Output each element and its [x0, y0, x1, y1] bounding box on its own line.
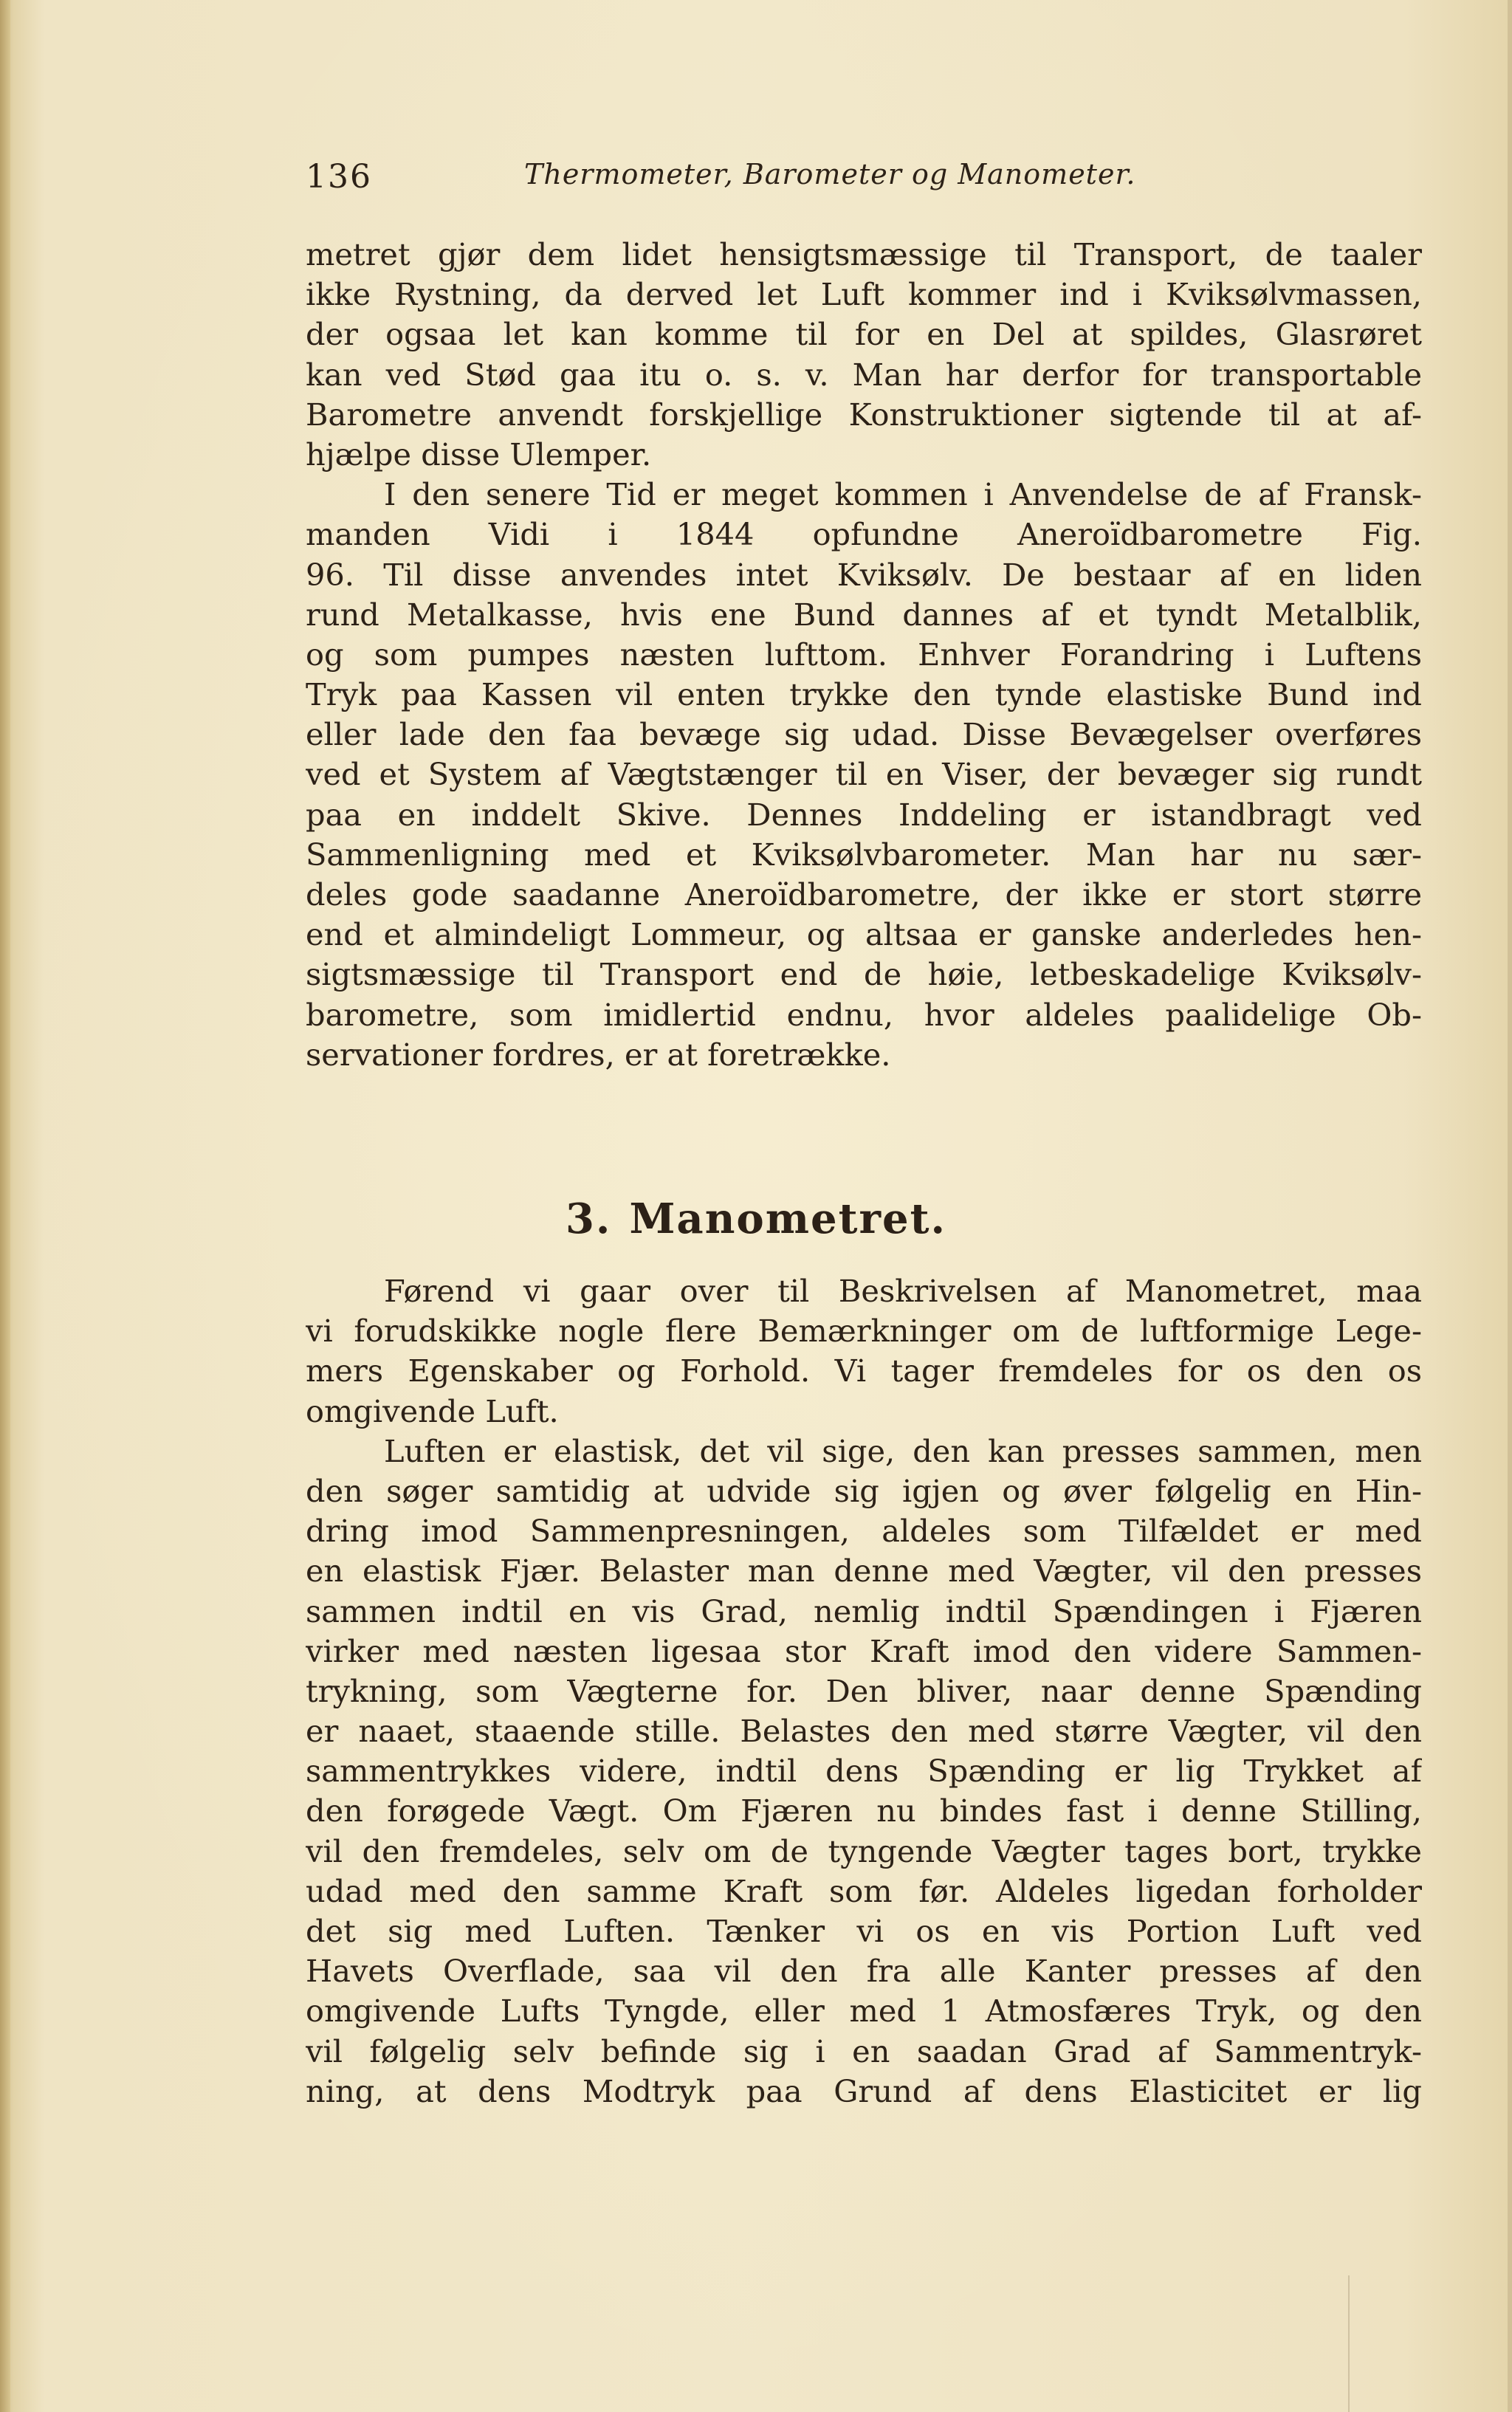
section-number: 3.	[565, 1195, 612, 1243]
text-line: og som pumpes næsten lufttom. Enhver Forandring i Luftens	[306, 636, 1422, 673]
section-heading	[0, 1195, 1512, 1243]
text-line: Luften er elastisk, det vil sige, den kan presses sammen, men	[384, 1432, 1422, 1469]
text-line: sammen indtil en vis Grad, nemlig indtil Spændingen i Fjæren	[306, 1592, 1422, 1629]
text-line: hjælpe disse Ulemper.	[306, 436, 652, 473]
text-line: Førend vi gaar over til Beskrivelsen af Manometret, maa	[384, 1273, 1422, 1309]
text-line: sammentrykkes videre, indtil dens Spænding er lig Trykket af	[306, 1753, 1422, 1790]
text-line: det sig med Luften. Tænker vi os en vis Portion Luft ved	[306, 1913, 1422, 1949]
scan-corner-mark	[1348, 2275, 1350, 2412]
text-line: vil den fremdeles, selv om de tyngende Vægter tages bort, trykke	[306, 1832, 1422, 1869]
paragraph	[306, 1271, 1422, 1432]
running-title: Thermometer, Barometer og Manometer.	[524, 158, 1136, 190]
page-header	[306, 158, 1199, 198]
paragraph	[306, 235, 1422, 475]
text-line: rund Metalkasse, hvis ene Bund dannes af et tyndt Metalblik,	[306, 596, 1422, 633]
text-line: ikke Rystning, da derved let Luft kommer ind i Kviksølvmassen,	[306, 276, 1422, 313]
text-line: Sammenligning med et Kviksølvbarometer. Man har nu sær-	[306, 836, 1422, 873]
text-line: barometre, som imidlertid endnu, hvor aldeles paalidelige Ob-	[306, 996, 1422, 1033]
text-line: sigtsmæssige til Transport end de høie, letbeskadelige Kviksølv-	[306, 956, 1422, 993]
text-line: er naaet, staaende stille. Belastes den med større Vægter, vil den	[306, 1713, 1422, 1750]
text-line: omgivende Lufts Tyngde, eller med 1 Atmosfæres Tryk, og den	[306, 1993, 1422, 2030]
text-line: kan ved Stød gaa itu o. s. v. Man har derfor for transportable	[306, 356, 1422, 393]
text-line: paa en inddelt Skive. Dennes Inddeling er istandbragt ved	[306, 796, 1422, 833]
text-line: manden Vidi i 1844 opfundne Aneroïdbarometre Fig.	[306, 516, 1422, 553]
text-line: trykning, som Vægterne for. Den bliver, naar denne Spænding	[306, 1672, 1422, 1709]
text-line: omgivende Luft.	[306, 1392, 559, 1429]
text-line: Tryk paa Kassen vil enten trykke den tynde elastiske Bund ind	[306, 676, 1422, 713]
text-line: ning, at dens Modtryk paa Grund af dens Elasticitet er lig	[306, 2072, 1422, 2109]
text-line: Barometre anvendt forskjellige Konstruktioner sigtende til at af-	[306, 396, 1422, 433]
text-line: Havets Overflade, saa vil den fra alle Kanter presses af den	[306, 1953, 1422, 1990]
text-block-before-section	[306, 235, 1422, 1075]
text-line: I den senere Tid er meget kommen i Anvendelse de af Fransk-	[384, 476, 1422, 513]
text-line: vil følgelig selv befinde sig i en saadan Grad af Sammentryk-	[306, 2033, 1422, 2069]
text-line: 96. Til disse anvendes intet Kviksølv. De bestaar af en liden	[306, 556, 1422, 593]
text-line: virker med næsten ligesaa stor Kraft imod den videre Sammen-	[306, 1632, 1422, 1669]
page-number: 136	[306, 158, 372, 196]
text-line: ved et System af Vægtstænger til en Viser, der bevæger sig rundt	[306, 756, 1422, 793]
paragraph	[306, 1432, 1422, 2112]
paragraph	[306, 475, 1422, 1075]
text-line: mers Egenskaber og Forhold. Vi tager fremdeles for os den os	[306, 1353, 1422, 1389]
text-line: den søger samtidig at udvide sig igjen og øver følgelig en Hin-	[306, 1472, 1422, 1509]
text-line: eller lade den faa bevæge sig udad. Disse Bevægelser overføres	[306, 716, 1422, 753]
text-line: end et almindeligt Lommeur, og altsaa er ganske anderledes hen-	[306, 916, 1422, 953]
text-line: der ogsaa let kan komme til for en Del at spildes, Glasrøret	[306, 316, 1422, 353]
text-line: den forøgede Vægt. Om Fjæren nu bindes fast i denne Stilling,	[306, 1793, 1422, 1829]
section-title: Manometret.	[629, 1195, 947, 1243]
text-line: dring imod Sammenpresningen, aldeles som Tilfældet er med	[306, 1513, 1422, 1550]
text-line: deles gode saadanne Aneroïdbarometre, der ikke er stort større	[306, 876, 1422, 913]
text-line: vi forudskikke nogle flere Bemærkninger om de luftformige Lege-	[306, 1313, 1422, 1350]
text-line: udad med den samme Kraft som før. Aldeles ligedan forholder	[306, 1872, 1422, 1909]
text-line: metret gjør dem lidet hensigtsmæssige til Transport, de taaler	[306, 236, 1422, 272]
text-block-after-section	[306, 1271, 1422, 2112]
text-line: en elastisk Fjær. Belaster man denne med Vægter, vil den presses	[306, 1553, 1422, 1590]
text-line: servationer fordres, er at foretrække.	[306, 1036, 891, 1073]
